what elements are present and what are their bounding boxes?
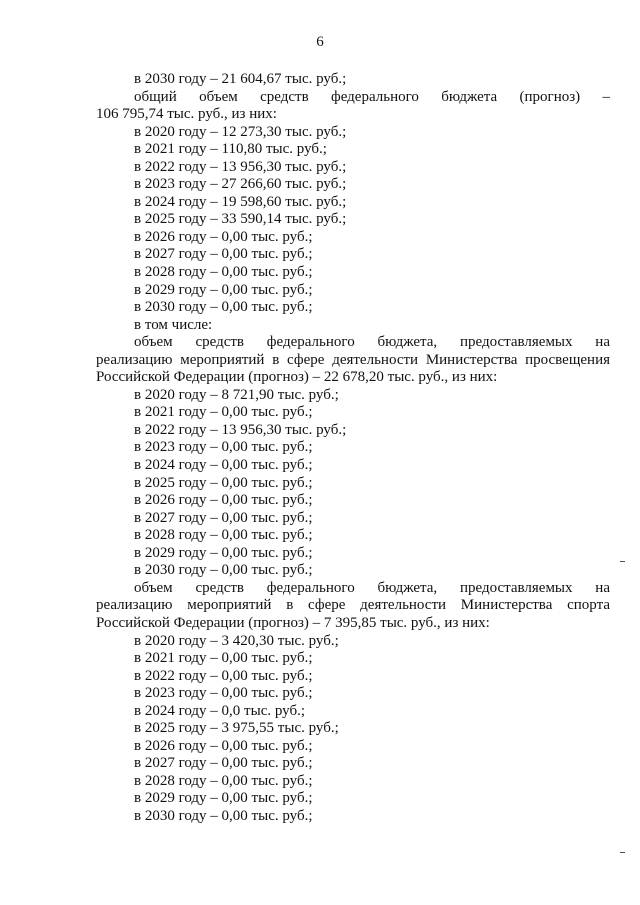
text-line: Российской Федерации (прогноз) – 7 395,85 тыс. руб., из них:: [96, 614, 490, 631]
text-line: в 2029 году – 0,00 тыс. руб.;: [134, 281, 313, 298]
text-line: в 2028 году – 0,00 тыс. руб.;: [134, 264, 313, 281]
text-line: в 2020 году – 12 273,30 тыс. руб.;: [134, 123, 347, 140]
text-line: в 2028 году – 0,00 тыс. руб.;: [134, 527, 313, 544]
text-line: Российской Федерации (прогноз) – 22 678,20 тыс. руб., из них:: [96, 369, 498, 386]
text-line: в 2021 году – 0,00 тыс. руб.;: [134, 404, 313, 421]
text-line: объем средств федерального бюджета, предоставляемых на: [134, 334, 610, 351]
text-line: в 2022 году – 13 956,30 тыс. руб.;: [134, 421, 347, 438]
text-line: в 2020 году – 8 721,90 тыс. руб.;: [134, 386, 339, 403]
text-line: в 2023 году – 0,00 тыс. руб.;: [134, 685, 313, 702]
text-line: в 2026 году – 0,00 тыс. руб.;: [134, 228, 313, 245]
text-line: общий объем средств федерального бюджета (прогноз) –: [134, 88, 610, 105]
scan-mark: [620, 561, 625, 562]
text-line: в 2021 году – 110,80 тыс. руб.;: [134, 141, 327, 158]
page-number: 6: [316, 34, 324, 50]
text-line: в 2029 году – 0,00 тыс. руб.;: [134, 790, 313, 807]
text-line: в 2025 году – 3 975,55 тыс. руб.;: [134, 720, 339, 737]
document-body: [96, 71, 610, 826]
text-line: в 2030 году – 0,00 тыс. руб.;: [134, 299, 313, 316]
text-line: в 2022 году – 13 956,30 тыс. руб.;: [134, 158, 347, 175]
text-line: в 2027 году – 0,00 тыс. руб.;: [134, 755, 313, 772]
text-line: в 2022 году – 0,00 тыс. руб.;: [134, 667, 313, 684]
text-line: в 2028 году – 0,00 тыс. руб.;: [134, 772, 313, 789]
text-line: в 2024 году – 0,00 тыс. руб.;: [134, 457, 313, 474]
text-line: 106 795,74 тыс. руб., из них:: [96, 106, 277, 123]
text-line: в 2021 году – 0,00 тыс. руб.;: [134, 650, 313, 667]
text-line: в 2027 году – 0,00 тыс. руб.;: [134, 509, 313, 526]
text-line: в 2026 году – 0,00 тыс. руб.;: [134, 737, 313, 754]
text-line: в 2026 году – 0,00 тыс. руб.;: [134, 492, 313, 509]
text-line: в 2030 году – 21 604,67 тыс. руб.;: [134, 71, 347, 87]
text-line: в 2023 году – 27 266,60 тыс. руб.;: [134, 176, 347, 193]
text-line: в 2030 году – 0,00 тыс. руб.;: [134, 807, 313, 824]
text-line: в 2025 году – 33 590,14 тыс. руб.;: [134, 211, 347, 228]
scan-mark: [620, 852, 625, 853]
text-line: объем средств федерального бюджета, предоставляемых на: [134, 579, 610, 596]
text-line: в 2023 году – 0,00 тыс. руб.;: [134, 439, 313, 456]
text-line: в 2020 году – 3 420,30 тыс. руб.;: [134, 632, 339, 649]
text-line: в 2030 году – 0,00 тыс. руб.;: [134, 562, 313, 579]
text-line: в 2029 году – 0,00 тыс. руб.;: [134, 544, 313, 561]
text-line: в 2024 году – 19 598,60 тыс. руб.;: [134, 193, 347, 210]
text-line: реализацию мероприятий в сфере деятельности Министерства спорта: [96, 597, 610, 614]
text-line: в 2025 году – 0,00 тыс. руб.;: [134, 474, 313, 491]
text-line: в том числе:: [134, 316, 213, 333]
text-line: реализацию мероприятий в сфере деятельности Министерства просвещения: [96, 351, 610, 368]
text-line: в 2024 году – 0,0 тыс. руб.;: [134, 702, 306, 719]
text-line: в 2027 году – 0,00 тыс. руб.;: [134, 246, 313, 263]
